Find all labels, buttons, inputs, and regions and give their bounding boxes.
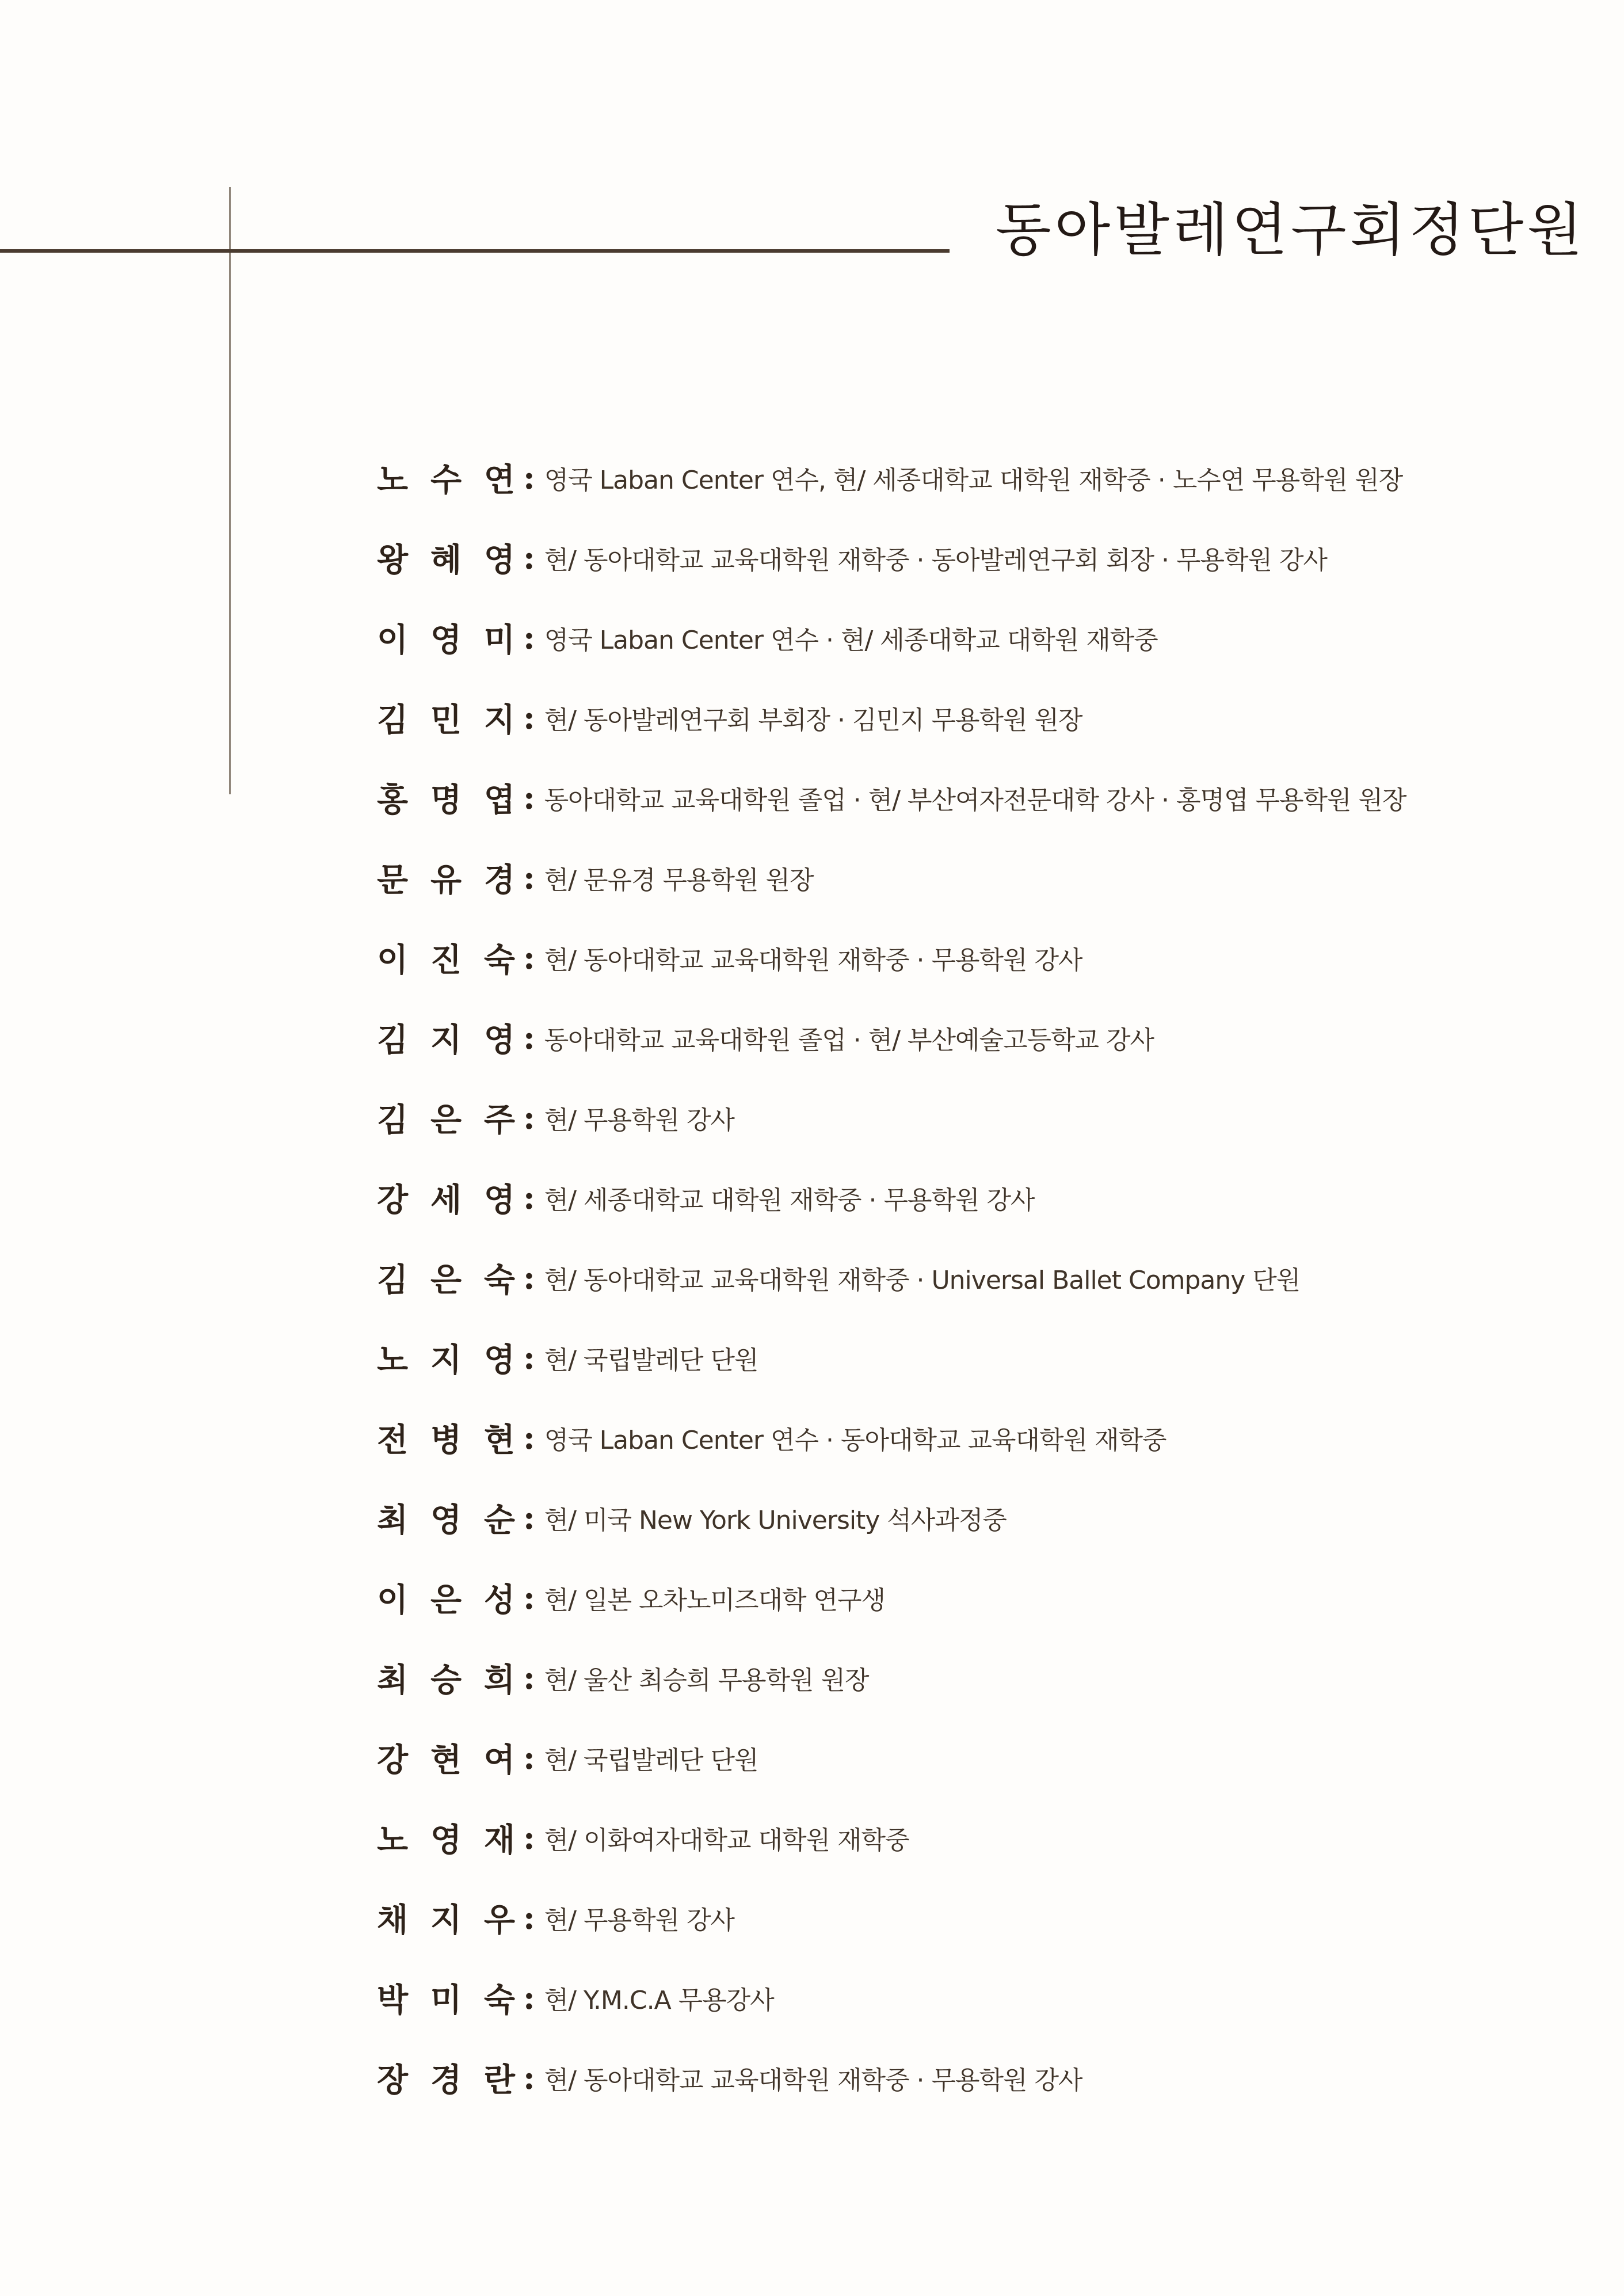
member-name-char: 연 <box>483 460 515 499</box>
separator-colon: : <box>523 1898 535 1937</box>
separator-colon: : <box>523 698 535 737</box>
member-name-char: 은 <box>430 1581 462 1619</box>
member-name-char: 현 <box>483 1421 515 1459</box>
member-row <box>377 1238 1574 1318</box>
member-name-char: 지 <box>430 1341 462 1379</box>
member-name-char: 수 <box>430 460 462 499</box>
member-row <box>377 1878 1574 1958</box>
member-name-char: 영 <box>483 1341 515 1379</box>
member-name-char: 경 <box>483 860 515 899</box>
member-name <box>377 1575 515 1621</box>
member-description: 동아대학교 교육대학원 졸업 · 현/ 부산여자전문대학 강사 · 홍명엽 무용학원 원장 <box>544 785 1406 815</box>
member-name <box>377 1735 515 1781</box>
member-row <box>377 1558 1574 1638</box>
separator-colon: : <box>523 1498 535 1537</box>
member-name-char: 숙 <box>483 1981 515 2019</box>
member-description: 영국 Laban Center 연수 · 현/ 세종대학교 대학원 재학중 <box>544 625 1158 655</box>
member-description: 현/ 동아발레연구회 부회장 · 김민지 무용학원 원장 <box>544 705 1082 735</box>
member-row <box>377 1718 1574 1798</box>
member-name <box>377 1335 515 1381</box>
member-name-char: 최 <box>377 1501 409 1539</box>
member-row <box>377 837 1574 917</box>
member-name-char: 장 <box>377 2061 409 2099</box>
member-row <box>377 597 1574 677</box>
member-name-char: 병 <box>430 1421 462 1459</box>
member-name-char: 영 <box>430 1821 462 1859</box>
member-name-char: 주 <box>483 1101 515 1139</box>
member-description: 현/ 동아대학교 교육대학원 재학중 · 무용학원 강사 <box>544 945 1082 975</box>
member-name <box>377 1255 515 1301</box>
member-description: 현/ 동아대학교 교육대학원 재학중 · 무용학원 강사 <box>544 2065 1082 2095</box>
member-name-char: 경 <box>430 2061 462 2099</box>
member-list <box>377 437 1574 2118</box>
member-name-char: 영 <box>430 620 462 659</box>
member-description: 현/ 국립발레단 단원 <box>544 1345 758 1375</box>
separator-colon: : <box>523 858 535 897</box>
member-description: 현/ 울산 최승희 무용학원 원장 <box>544 1665 869 1695</box>
member-name-char: 홍 <box>377 780 409 819</box>
separator-colon: : <box>523 1338 535 1377</box>
member-name-char: 희 <box>483 1661 515 1699</box>
member-description: 동아대학교 교육대학원 졸업 · 현/ 부산예술고등학교 강사 <box>544 1025 1154 1055</box>
member-name-char: 우 <box>483 1901 515 1939</box>
member-name-char: 문 <box>377 860 409 899</box>
member-name <box>377 1015 515 1061</box>
member-name-char: 왕 <box>377 540 409 579</box>
member-name-char: 지 <box>430 1901 462 1939</box>
member-name-char: 유 <box>430 860 462 899</box>
member-name-char: 민 <box>430 700 462 739</box>
member-name <box>377 1815 515 1861</box>
member-name <box>377 2055 515 2101</box>
separator-colon: : <box>523 1978 535 2017</box>
member-description: 현/ 동아대학교 교육대학원 재학중 · Universal Ballet Company 단원 <box>544 1265 1301 1295</box>
member-name-char: 세 <box>430 1181 462 1219</box>
member-row <box>377 1958 1574 2038</box>
member-description: 현/ 일본 오차노미즈대학 연구생 <box>544 1585 886 1615</box>
member-name-char: 엽 <box>483 780 515 819</box>
member-description: 현/ 미국 New York University 석사과정중 <box>544 1505 1007 1535</box>
separator-colon: : <box>523 458 535 497</box>
member-name-char: 미 <box>430 1981 462 2019</box>
member-description: 현/ Y.M.C.A 무용강사 <box>544 1985 774 2015</box>
member-row <box>377 1638 1574 1718</box>
member-name <box>377 855 515 901</box>
member-name-char: 김 <box>377 1101 409 1139</box>
member-row <box>377 1478 1574 1558</box>
member-name <box>377 1095 515 1141</box>
separator-colon: : <box>523 538 535 577</box>
member-name-char: 진 <box>430 941 462 979</box>
member-row <box>377 1077 1574 1157</box>
member-row <box>377 1157 1574 1238</box>
member-name <box>377 775 515 821</box>
separator-colon: : <box>523 938 535 977</box>
member-name-char: 강 <box>377 1741 409 1779</box>
member-name-char: 노 <box>377 1341 409 1379</box>
member-name <box>377 1495 515 1541</box>
member-name-char: 지 <box>430 1021 462 1059</box>
member-name-char: 숙 <box>483 1261 515 1299</box>
member-name-char: 재 <box>483 1821 515 1859</box>
member-name <box>377 695 515 741</box>
member-name-char: 박 <box>377 1981 409 2019</box>
separator-colon: : <box>523 1018 535 1057</box>
member-name-char: 현 <box>430 1741 462 1779</box>
member-row <box>377 997 1574 1077</box>
separator-colon: : <box>523 1418 535 1457</box>
member-name-char: 영 <box>483 1021 515 1059</box>
member-name <box>377 1975 515 2021</box>
member-name-char: 강 <box>377 1181 409 1219</box>
member-name <box>377 1895 515 1941</box>
member-description: 현/ 문유경 무용학원 원장 <box>544 865 814 895</box>
member-name-char: 혜 <box>430 540 462 579</box>
separator-colon: : <box>523 1738 535 1777</box>
member-name-char: 김 <box>377 1021 409 1059</box>
member-name-char: 은 <box>430 1261 462 1299</box>
member-name-char: 영 <box>430 1501 462 1539</box>
member-name-char: 이 <box>377 941 409 979</box>
member-name <box>377 935 515 981</box>
member-name <box>377 1655 515 1701</box>
page-title: 동아발레연구회정단원 <box>996 196 1586 264</box>
member-name <box>377 615 515 661</box>
member-name-char: 미 <box>483 620 515 659</box>
member-name-char: 영 <box>483 1181 515 1219</box>
member-name <box>377 1175 515 1221</box>
separator-colon: : <box>523 2058 535 2097</box>
member-row <box>377 517 1574 597</box>
member-description: 현/ 동아대학교 교육대학원 재학중 · 동아발레연구회 회장 · 무용학원 강사 <box>544 545 1327 575</box>
member-name-char: 영 <box>483 540 515 579</box>
separator-colon: : <box>523 1578 535 1617</box>
member-name-char: 전 <box>377 1421 409 1459</box>
member-description: 영국 Laban Center 연수 · 동아대학교 교육대학원 재학중 <box>544 1425 1166 1455</box>
vertical-rule <box>229 187 231 794</box>
separator-colon: : <box>523 1178 535 1217</box>
member-description: 현/ 무용학원 강사 <box>544 1105 734 1135</box>
member-description: 현/ 세종대학교 대학원 재학중 · 무용학원 강사 <box>544 1185 1035 1215</box>
member-name <box>377 535 515 581</box>
member-name <box>377 455 515 501</box>
member-row <box>377 677 1574 757</box>
member-row <box>377 757 1574 837</box>
member-row <box>377 1398 1574 1478</box>
member-description: 현/ 국립발레단 단원 <box>544 1745 758 1775</box>
member-name-char: 노 <box>377 460 409 499</box>
separator-colon: : <box>523 1658 535 1697</box>
member-name-char: 지 <box>483 700 515 739</box>
separator-colon: : <box>523 618 535 657</box>
member-row <box>377 1798 1574 1878</box>
separator-colon: : <box>523 1818 535 1857</box>
member-description: 현/ 무용학원 강사 <box>544 1905 734 1935</box>
member-row <box>377 917 1574 997</box>
member-name-char: 승 <box>430 1661 462 1699</box>
member-name-char: 노 <box>377 1821 409 1859</box>
member-name-char: 란 <box>483 2061 515 2099</box>
horizontal-rule <box>0 249 950 253</box>
member-row <box>377 1318 1574 1398</box>
separator-colon: : <box>523 1098 535 1137</box>
member-name-char: 최 <box>377 1661 409 1699</box>
member-name-char: 김 <box>377 1261 409 1299</box>
member-description: 현/ 이화여자대학교 대학원 재학중 <box>544 1825 909 1855</box>
member-row <box>377 437 1574 517</box>
member-name-char: 순 <box>483 1501 515 1539</box>
member-name-char: 은 <box>430 1101 462 1139</box>
separator-colon: : <box>523 778 535 817</box>
member-name-char: 숙 <box>483 941 515 979</box>
member-name-char: 여 <box>483 1741 515 1779</box>
member-name-char: 성 <box>483 1581 515 1619</box>
member-name-char: 이 <box>377 1581 409 1619</box>
member-name <box>377 1415 515 1461</box>
member-name-char: 이 <box>377 620 409 659</box>
member-row <box>377 2038 1574 2118</box>
member-name-char: 채 <box>377 1901 409 1939</box>
member-name-char: 명 <box>430 780 462 819</box>
member-name-char: 김 <box>377 700 409 739</box>
separator-colon: : <box>523 1258 535 1297</box>
member-description: 영국 Laban Center 연수, 현/ 세종대학교 대학원 재학중 · 노수연 무용학원 원장 <box>544 465 1403 495</box>
